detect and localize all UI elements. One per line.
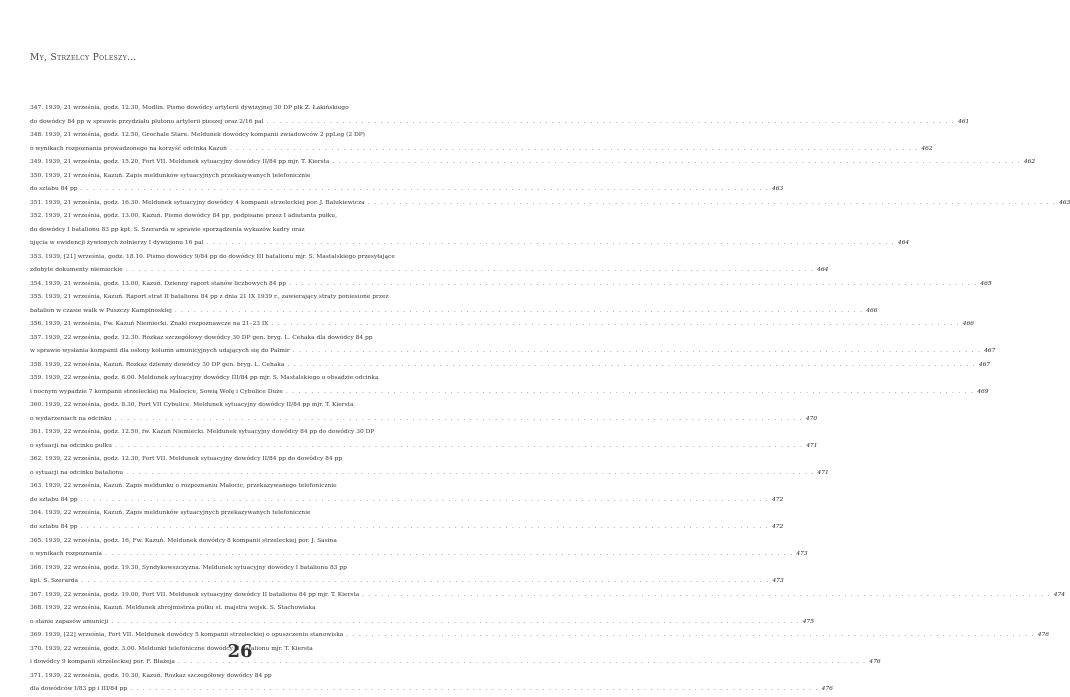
toc-entry-text: i dowódcy 9 kompanii strzeleckiej por. F. Błażeja (30, 659, 175, 666)
dot-leader (267, 116, 955, 130)
toc-entry-line (30, 616, 815, 630)
toc-entry-text: 347. 1939, 21 września, godz. 12.30, Modlin. Pismo dowódcy artylerii dywizyjnej 30 DP płk Z. Łakińskiego (30, 105, 349, 111)
toc-entry-text: 360. 1939, 22 września, godz. 8.30, Fort VII Cybulice. Meldunek sytuacyjny dowódcy II/84 pp mjr. T. Kiersta (30, 402, 354, 409)
dot-leader (362, 589, 1050, 603)
toc-entry-text: o wynikach rozpoznania (30, 551, 102, 558)
toc-entry-line (30, 562, 434, 576)
toc-entry-text: w sprawie wysłania kompanii dla osłony kolumn amunicyjnych udających się do Palmir (30, 348, 290, 355)
toc-entry-text: 349. 1939, 21 września, godz. 15.20, Fort VII. Meldunek sytuacyjny dowódcy II/84 pp mjr. T. Kiersta (30, 159, 330, 166)
toc-entry (30, 602, 815, 629)
toc-entry-text: zdobyte dokumenty niemieckie (30, 267, 123, 274)
toc-entry-line (30, 386, 989, 400)
dot-leader (286, 386, 974, 400)
toc-page-ref: 476 (869, 659, 881, 666)
toc-entry-line (30, 251, 434, 265)
toc-entry-text: o stanie zapasów amunicji (30, 618, 109, 625)
dot-leader (271, 318, 959, 332)
dot-leader (114, 413, 802, 427)
running-header: My, Strzelcy Poleszy… (30, 53, 137, 63)
toc-entry-text: batalion w czasie walk w Puszczy Kampinoskiej (30, 307, 172, 314)
toc-entry-text: 354. 1939, 21 września, godz. 13.00, Kazuń. Dzienny raport stanów liczbowych 84 pp (30, 280, 286, 287)
table-of-contents (30, 102, 1070, 697)
toc-entry (30, 129, 933, 156)
dot-leader (111, 616, 799, 630)
toc-entry (30, 670, 833, 697)
toc-entry-line (30, 413, 818, 427)
toc-entry (30, 332, 996, 359)
toc-entry-text: 357. 1939, 22 września, godz. 12.30. Rozkaz szczegółowy dowódcy 30 DP gen. bryg. L. Cehaka dla dowódcy 84 pp (30, 334, 373, 341)
toc-entry (30, 426, 818, 453)
dot-leader (287, 359, 975, 373)
toc-entry-text: 364. 1939, 22 września, Kazuń. Zapis meldunków sytuacyjnych przekazywanych telefonicznie (30, 510, 311, 517)
toc-page-ref: 472 (771, 523, 784, 530)
dot-leader (293, 345, 981, 359)
toc-entry-text: 350. 1939, 21 września, Kazuń. Zapis meldunków sytuacyjnych przekazywanych telefonicznie (30, 172, 311, 179)
toc-entry-text: do dowódcy 84 pp w sprawie przydziału plutonu artylerii pieszej oraz 2/16 pal (30, 118, 264, 125)
toc-entry-line (30, 264, 829, 278)
toc-entry-text: 371. 1939, 22 września, godz. 10.30, Kazuń. Rozkaz szczegółowy dowódcy 84 pp (30, 672, 272, 679)
toc-page-ref: 470 (805, 415, 818, 422)
toc-entry-line (30, 535, 434, 549)
toc-entry-text: o sytuacji na odcinku batalionu (30, 469, 124, 476)
toc-page-ref: 475 (802, 618, 815, 625)
toc-entry (30, 372, 989, 399)
toc-entry (30, 453, 829, 480)
toc-page-ref: 473 (796, 551, 808, 558)
toc-page-ref: 474 (1053, 591, 1065, 598)
toc-entry-line (30, 683, 833, 697)
toc-entry-line (30, 318, 975, 332)
toc-page-ref: 461 (958, 118, 970, 125)
toc-entry (30, 507, 784, 534)
toc-page-ref: 462 (1023, 159, 1036, 166)
toc-entry (30, 480, 784, 507)
dot-leader (126, 467, 814, 481)
dot-leader (115, 440, 803, 454)
toc-entry (30, 156, 1036, 170)
dot-leader (81, 494, 769, 508)
toc-entry-line (30, 453, 434, 467)
toc-entry (30, 102, 970, 129)
toc-entry (30, 318, 975, 332)
toc-entry-text: o wynikach rozpoznania prowadzonego na korzyść odcinka Kazuń (30, 145, 227, 152)
toc-entry-line (30, 210, 434, 224)
toc-page-ref: 473 (772, 578, 784, 585)
dot-leader (289, 278, 977, 292)
toc-entry-text: do sztabu 84 pp (30, 496, 78, 503)
dot-leader (81, 183, 769, 197)
dot-leader (206, 237, 894, 251)
toc-entry-text: ujęcia w ewidencji żywionych żołnierzy I dywizjonu 16 pal (30, 240, 204, 247)
toc-entry-line (30, 589, 1065, 603)
toc-entry-line (30, 291, 434, 305)
toc-entry-text: 366. 1939, 22 września, godz. 19.30, Syndykowszczyzna. Meldunek sytuacyjny dowódcy I batalionu 83 pp (30, 564, 347, 571)
toc-entry-line (30, 116, 970, 130)
toc-entry-line (30, 602, 434, 616)
toc-entry-line (30, 507, 434, 521)
toc-entry-text: 359. 1939, 22 września, godz. 6.00. Meldunek sytuacyjny dowódcy III/84 pp mjr. S. Mastalskiego o obsadzie odcinka (30, 375, 379, 382)
toc-entry-text: 353. 1939, [21] września, godz. 18.10. Pismo dowódcy 9/84 pp do dowódcy III batalionu mjr. S. Mastalskiego przesyłające (30, 253, 395, 260)
dot-leader (81, 521, 769, 535)
toc-entry-text: o wydarzeniach na odcinku (30, 415, 112, 422)
toc-entry-text: 355. 1939, 21 września, Kazuń. Raport strat II batalionu 84 pp z dnia 21 IX 1939 r., zawierający straty poniesione przez (30, 294, 389, 301)
toc-entry-line (30, 359, 991, 373)
toc-entry-line (30, 575, 784, 589)
toc-page-ref: 466 (866, 307, 878, 314)
toc-entry-text: 369. 1939, [22] września, Fort VII. Meldunek dowódcy 5 kompanii strzeleckiej o opuszczeniu stanowiska (30, 632, 344, 639)
toc-entry-text: 362. 1939, 22 września, godz. 12.30, Fort VII. Meldunek sytuacyjny dowódcy II/84 pp do dowódcy 84 pp (30, 456, 343, 463)
toc-entry (30, 562, 784, 589)
toc-entry-line (30, 399, 434, 413)
toc-page-ref: 472 (771, 496, 784, 503)
toc-entry-line (30, 345, 996, 359)
toc-entry-text: 352. 1939, 21 września, godz. 13.00, Kazuń. Pismo dowódcy 84 pp, podpisane przez I adiutanta pułku, (30, 213, 337, 220)
toc-entry-line (30, 426, 434, 440)
toc-entry-line (30, 332, 434, 346)
toc-page-ref: 462 (921, 145, 933, 152)
toc-entry-line (30, 548, 808, 562)
toc-entry (30, 210, 910, 251)
toc-page-ref: 465 (980, 280, 992, 287)
toc-entry-line (30, 670, 434, 684)
toc-page-ref: 464 (897, 240, 910, 247)
toc-entry-line (30, 372, 434, 386)
toc-entry-line (30, 480, 434, 494)
toc-entry (30, 589, 1065, 603)
toc-page-ref: 471 (806, 442, 818, 449)
page-number: 26 (227, 641, 253, 662)
dot-leader (368, 197, 1056, 211)
dot-leader (130, 683, 818, 697)
dot-leader (332, 156, 1020, 170)
toc-entry-text: 351. 1939, 21 września, godz. 16.30. Meldunek sytuacyjny dowódcy 4 kompanii strzeleckiej por. J. Balukiewicza (30, 199, 365, 206)
toc-entry-line (30, 440, 818, 454)
toc-entry-text: kpt. S. Szerarda (30, 578, 79, 585)
toc-entry-line (30, 197, 1070, 211)
toc-entry-line (30, 278, 992, 292)
toc-entry-line (30, 237, 910, 251)
toc-entry-line (30, 170, 434, 184)
toc-entry (30, 197, 1070, 211)
toc-entry-text: do sztabu 84 pp (30, 186, 78, 193)
toc-entry-line (30, 156, 1036, 170)
toc-entry (30, 278, 992, 292)
toc-page-ref: 463 (1059, 199, 1070, 206)
toc-entry-line (30, 183, 784, 197)
dot-leader (105, 548, 793, 562)
toc-page-ref: 467 (978, 361, 991, 368)
dot-leader (126, 264, 814, 278)
toc-entry-text: do sztabu 84 pp (30, 523, 78, 530)
toc-entry-text: o sytuacji na odcinku pułku (30, 442, 112, 449)
toc-entry (30, 170, 784, 197)
toc-page-ref: 463 (771, 186, 784, 193)
toc-page-ref: 469 (977, 388, 989, 395)
toc-entry (30, 291, 878, 318)
toc-entry-line (30, 305, 878, 319)
toc-page-ref: 476 (821, 686, 833, 693)
toc-entry-text: 358. 1939, 22 września, Kazuń. Rozkaz dzienny dowódcy 30 DP gen. bryg. L. Cehaka (30, 361, 285, 368)
toc-entry-line (30, 521, 784, 535)
toc-entry-text: dla dowódców I/83 pp i III/84 pp (30, 686, 128, 693)
toc-entry-line (30, 129, 434, 143)
toc-entry-text: 348. 1939, 21 września, godz. 12.50, Grochale Stare. Meldunek dowódcy kompanii zwiadowców 2 ppLeg (2 DP) (30, 132, 365, 139)
toc-entry-text: 363. 1939, 22 września, Kazuń. Zapis meldunku o rozpoznaniu Małocic, przekazywanego telefonicznie (30, 483, 337, 490)
toc-page-ref: 467 (984, 348, 996, 355)
toc-page-ref: 476 (1037, 632, 1049, 639)
toc-entry-line (30, 102, 434, 116)
dot-leader (175, 305, 863, 319)
toc-page-ref: 466 (962, 321, 975, 328)
toc-entry (30, 535, 808, 562)
dot-leader (81, 575, 769, 589)
toc-entry-text: 356. 1939, 21 września, Fw. Kazuń Niemiecki. Znaki rozpoznawcze na 21–23 IX (30, 321, 269, 328)
toc-entry (30, 251, 829, 278)
toc-entry-line (30, 224, 434, 238)
toc-entry-text: do dowódcy I batalionu 83 pp kpt. S. Szerarda w sprawie sporządzenia wykazów kadry oraz (30, 226, 305, 233)
toc-entry-text: 365. 1939, 22 września, godz. 16, Fw. Kazuń. Meldunek dowódcy 8 kompanii strzeleckiej por. J. Sasina (30, 537, 337, 544)
toc-entry-line (30, 494, 784, 508)
toc-entry-text: 361. 1939, 22 września, godz. 12.50, fw. Kazuń Niemiecki. Meldunek sytuacyjny dowódcy 84 pp do dowódcy 30 DP (30, 429, 375, 436)
toc-page-ref: 471 (817, 469, 829, 476)
toc-entry (30, 399, 818, 426)
dot-leader (230, 143, 918, 157)
toc-entry (30, 359, 991, 373)
toc-entry-line (30, 143, 933, 157)
toc-page-ref: 464 (817, 267, 829, 274)
toc-entry-text: 368. 1939, 22 września, Kazuń. Meldunek zbrojmistrza pułku st. majstra wojsk. S. Stachowiaka (30, 605, 316, 612)
toc-entry-text: 367. 1939, 22 września, godz. 19.00, Fort VII. Meldunek sytuacyjny dowódcy II batalionu 84 pp mjr. T. Kiersta (30, 591, 360, 598)
toc-entry-text: 370. 1939, 22 września, godz. 3.00. Meldunki telefoniczne dowódcy II batalionu mjr. T. Kiersta (30, 645, 313, 652)
toc-entry-line (30, 467, 829, 481)
toc-entry-text: i nocnym wypadzie 7 kompanii strzeleckiej na Małocice, Sowią Wolę i Cybulice Duże (30, 388, 283, 395)
